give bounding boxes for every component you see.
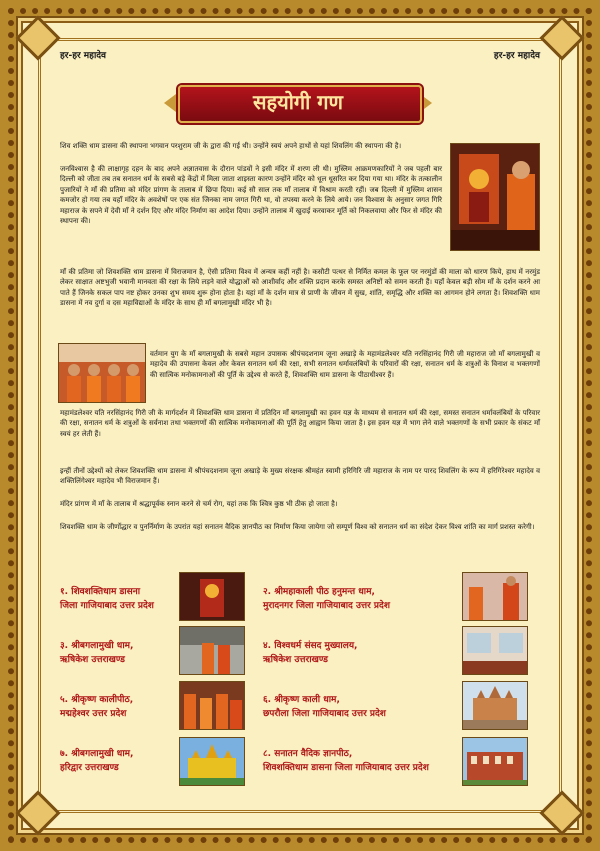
center-8-title: ८. सनातन वैदिक ज्ञानपीठ, शिवशक्तिधाम डासना जिला गाजियाबाद उत्तर प्रदेश [263,749,429,773]
paragraph-6: इन्हीं तीनों उद्देश्यों को लेकर शिवशक्ति धाम डासना में श्रीपंचदशनाम जूना अखाड़े के मुख्य संरक्षक श्रीमहंत स्वामी हरिगिरि जी महाराज के नाम पर पारद शिवलिंग के रूप में हरिगिरेश्वर महादेव व शक्तिलिंगेश्वर महादेव भी विराजमान हैं। [60,467,540,486]
center-7-title: ७. श्रीबगलामुखी धाम, हरिद्वार उत्तराखण्ड [60,749,134,773]
center-8-photo [462,737,528,786]
paragraph-1: शिव शक्ति धाम डासना की स्थापना भगवान परशुराम जी के द्वारा की गई थी। उन्होंने स्वयं अपने हाथों से यहां शिवलिंग की स्थापना की है। [60,142,402,150]
paragraph-7: मंदिर प्रांगण में माँ के तालाब में श्रद्धापूर्वक स्नान करने से चर्म रोग, यहां तक कि श्वित्र कुष्ठ भी ठीक हो जाता है। [60,500,338,508]
center-3-photo [179,626,245,675]
center-6-title: ६. श्रीकृष्ण काली धाम, छपरौला जिला गाजियाबाद उत्तर प्रदेश [263,695,386,719]
header-tag-left: हर-हर महादेव [60,51,107,61]
center-2-photo [462,572,528,621]
page-title: सहयोगी गण [252,90,344,114]
paragraph-8: शिवशक्ति धाम के जीर्णोद्धार व पुनर्निर्माण के उपरांत यहां सनातन वैदिक ज्ञानपीठ का निर्माण किया जायेगा जो सम्पूर्ण विश्व को सनातन धर्म का संदेश देकर विश्व शांति का मार्ग प्रशस्त करेगी। [60,523,535,531]
center-5-title: ५. श्रीकृष्ण कालीपीठ, मद्महेश्वर उत्तर प्रदेश [60,695,134,719]
center-2-title: २. श्रीमहाकाली पीठ हनुमन्त धाम, मुरादनगर जिला गाजियाबाद उत्तर प्रदेश [263,587,390,611]
paragraph-2: जनविश्वास है की लाक्षागृह दहन के बाद अपने अज्ञातवास के दौरान पांडवों ने इसी मंदिर में शरण ली थी। मुस्लिम आक्रमणकारियों ने जब पहली बार दिल्ली को जीता तब तब सनातन धर्म के सबसे बड़े केंद्रों में मिला जाता शाइस्ता कारण उन्होंने मंदिर को धूल धूसरित कर दिया गया था। मंदिर के तत्कालीन पुजारियों ने माँ की प्रतिमा को मंदिर प्रांगण के तालाब में छिपा दिया। कई सौ साल तक माँ तालाब में विश्राम करती रहीं। जब दिल्ली में मुस्लिम शासन कमजोर हो गया तब यहाँ मंदिर के अवशेषों पर एक संत जिनका नाम जगत गिरी था, वो तपस्या करने के लिये आये। जन विश्वास के अनुसार जगत गिरि महाराज के सपने में देवी माँ ने दर्शन दिए और मंदिर निर्माण का आदेश दिया। उन्होंने तालाब में खुदाई करवाकर मूर्ति को निकलवाया और फिर से मंदिर की स्थापना की। [60,165,442,226]
center-1-title: १. शिवशक्तिधाम डासना जिला गाजियाबाद उत्तर प्रदेश [60,587,154,611]
temple-photo [450,143,540,251]
header-tag-right: हर-हर महादेव [493,51,540,61]
title-banner [178,79,418,125]
group-photo [58,343,146,403]
center-6-photo [462,681,528,730]
paragraph-4: वर्तमान युग के माँ बगलामुखी के सबसे महान उपासक श्रीपंचदशनाम जूना अखाड़े के महामंडलेश्वर यति नरसिंहानंद गिरी जी महाराज जो माँ बगलामुखी व महादेव की उपासना केवल और केवल सनातन धर्म की रक्षा, सभी सनातन धर्मावलंबियों के परिवारों की रक्षा, सनातन धर्म के शत्रुओं के विनाश व भक्तगणों की सात्विक मनोकामनाओं की पूर्ति के उद्देश्य से करते हैं, शिवशक्ति धाम डासना के पीठाधीश्वर हैं। [150,350,540,379]
center-5-photo [179,681,245,730]
center-1-photo [179,572,245,621]
center-7-photo [179,737,245,786]
paragraph-5: महामंडलेश्वर यति नरसिंहानंद गिरी जी के मार्गदर्शन में शिवशक्ति धाम डासना में प्रतिदिन माँ बगलामुखी का हवन यज्ञ के माध्यम से सनातन धर्म की रक्षा, समस्त सनातन धर्मावलंबियों के परिवार की रक्षा, सनातन धर्म के शत्रुओं के सर्वनाश तथा भक्तगणों की सात्विक मनोकामनाओं की पूर्ति हेतु आह्वान किया जाता है। इस हवन यज्ञ में भाग लेने वाले भक्तगणों के सभी प्रकार के संकट माँ स्वयं हर लेती हैं। [60,409,540,438]
center-4-photo [462,626,528,675]
center-4-title: ४. विश्वधर्म संसद मुख्यालय, ऋषिकेश उत्तराखण्ड [263,641,358,665]
center-3-title: ३. श्रीबगलामुखी धाम, ऋषिकेश उत्तराखण्ड [60,641,134,665]
paragraph-3: माँ की प्रतिमा जो शिवशक्ति धाम डासना में विराजमान है, ऐसी प्रतिमा विश्व में अन्यत्र कहीं नहीं है। कसौटी पत्थर से निर्मित कमल के फूल पर नरमुंडों की माला को धारण किये, हाथ में नरमुंड लेकर साक्षात अष्टभुजी भवानी मानवता की रक्षा के लिये लड़ने वाले योद्धाओं को आशीर्वाद और शक्ति प्रदान करके समस्त अनिष्टों को समन करती हैं। यहाँ केवल बड़ी सोम माँ के दर्शन करने आ पाते हैं जिनके सकल पाप नष्ट होकर उनका शुभ समय शुरू होना होता है। यहां माँ के दर्शन मात्र से प्राणी के जीवन में सुख, शांति, समृद्धि और शक्ति का आगमन होने लगता है। शिवशक्ति धाम डासना में नव दुर्गा व दस महाविद्याओं के मंदिर के साथ ही माँ बगलामुखी मंदिर भी है। [60,268,540,308]
